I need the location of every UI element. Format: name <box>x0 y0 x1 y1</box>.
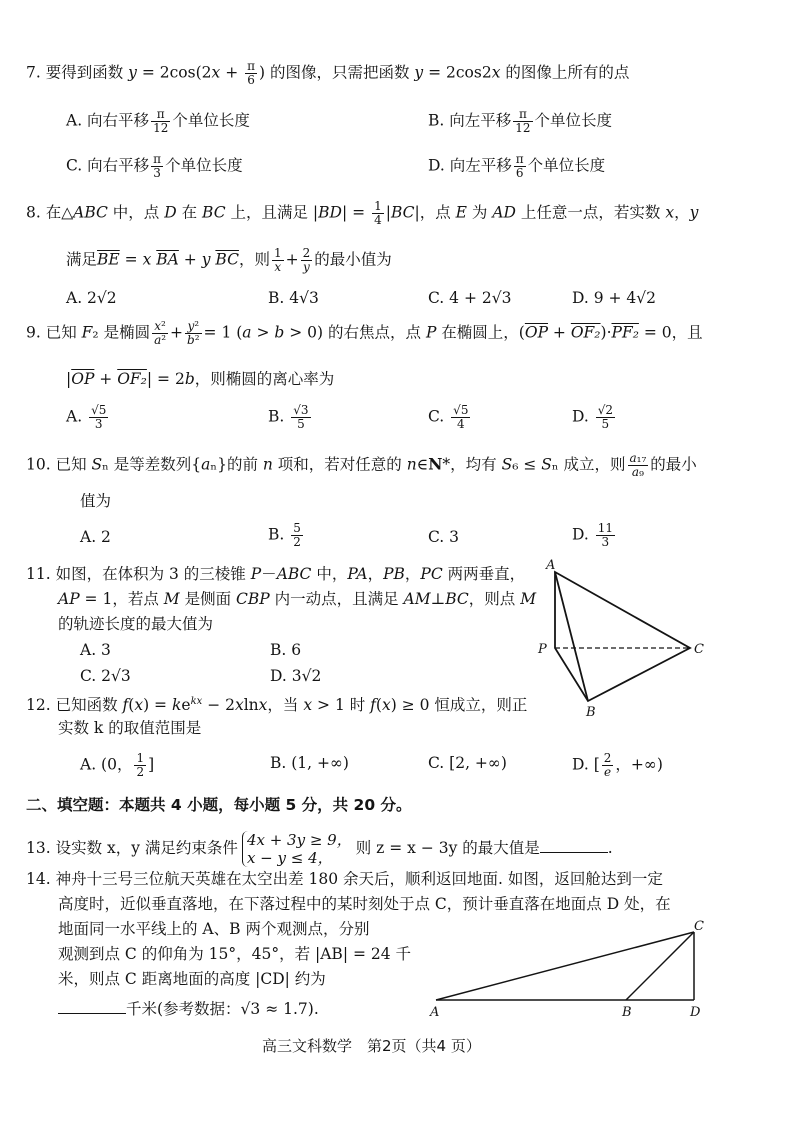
label-a: A <box>546 558 556 573</box>
page-footer: 高三文科数学 第2页（共4 页） <box>262 1037 481 1055</box>
q11-option-d: D. 3√2 <box>270 667 322 685</box>
q11-line3: 的轨迹长度的最大值为 <box>58 615 214 633</box>
q11-tetrahedron-figure <box>530 556 720 721</box>
tetrahedron-outline <box>555 572 690 701</box>
q10-option-c: C. 3 <box>428 528 460 546</box>
q12-option-a: A. (0， $\frac{1}{2}$ ] <box>80 751 155 779</box>
q7-option-a: A. 向右平移 $\frac{\pi}{12}$ 个单位长度 <box>66 107 250 135</box>
label-p: P <box>538 642 547 657</box>
q7-option-d: D. 向左平移 $\frac{\pi}{6}$ 个单位长度 <box>428 152 606 180</box>
q11-option-c: C. 2√3 <box>80 667 131 685</box>
q10-option-b: B. $\frac{5}{2}$ <box>268 521 301 549</box>
label-c: C <box>694 919 704 934</box>
q14-triangle-figure <box>424 918 714 1023</box>
q12-option-b: B. (1, +∞) <box>270 754 349 772</box>
q14-line5: 米，则点 C 距离地面的高度 |CD| 约为 <box>58 970 326 988</box>
q11-line2: AP = 1，若点 M 是侧面 CBP 内一动点，且满足 AM⊥BC，则点 M <box>58 590 537 608</box>
q8-line2: 满足$\overline{BE} = x$ $\overline{BA} + y$ $\overline{BC}$，则 $\frac{1}{x}$ + $\frac{2}{y}$ 的最小值为 <box>66 246 392 274</box>
q9-line1: 9. 已知 F₂ 是椭圆 $\frac{\text{x²}}{\text{a²}}$ + $\frac{\text{y²}}{\text{b²}}$ = 1 (a > b > 0) 的右焦点，点 P 在椭圆上，$(\overline{OP} + OF_2)\cdot PF_2 = 0$，且 <box>26 319 703 347</box>
q8-option-d: D. 9 + 4√2 <box>572 289 657 307</box>
q7-option-c: C. 向右平移 $\frac{\pi}{3}$ 个单位长度 <box>66 152 243 180</box>
q14-line4: 观测到点 C 的仰角为 15°，45°，若 |AB| = 24 千 <box>58 945 412 963</box>
q9-line2: $|\overline{OP} + OF_2| = 2b$，则椭圆的离心率为 <box>66 370 335 388</box>
q12-line1: 12. 已知函数 $f(x) = ke^{kx} - 2xlnx$，当 x > 1 时 f(x) ≥ 0 恒成立，则正 <box>26 696 528 715</box>
q11-option-b: B. 6 <box>270 641 302 659</box>
q14-line6: 千米(参考数据：√3 ≈ 1.7). <box>58 998 319 1020</box>
q13-answer-blank[interactable] <box>540 838 608 853</box>
q14-line1: 14. 神舟十三号三位航天英雄在太空出差 180 余天后，顺利返回地面. 如图，返回舱达到一定 <box>26 870 663 888</box>
q8-option-b: B. 4√3 <box>268 289 319 307</box>
edge-ab <box>555 572 588 701</box>
q13-line: 13. 设实数 x，y 满足约束条件 4x + 3y ≥ 9， x − y ≤ 4， 则 z = x − 3y 的最大值是 . <box>26 831 613 867</box>
q10-line1: 10. 已知 Sₙ 是等差数列{aₙ}的前 n 项和，若对任意的 n∈N*，均有 S₆ ≤ Sₙ 成立，则 $\frac{\text{a₁₇}}{\text{a₉}}$ 的最小 <box>26 451 697 479</box>
q10-line2: 值为 <box>80 492 112 510</box>
segment-bc <box>626 932 694 1000</box>
q10-option-d: D. $\frac{11}{3}$ <box>572 521 614 549</box>
q14-line2: 高度时，近似垂直落地，在下落过程中的某时刻处于点 C，预计垂直落在地面点 D 处，在 <box>58 895 671 913</box>
q9-option-c: C. $\frac{√5}{4}$ <box>428 403 469 431</box>
q7-stem: 7. 要得到函数 y = 2cos(2x + $\frac{\pi}{6}$ ) 的图像，只需把函数 y = 2cos2x 的图像上所有的点 <box>26 59 630 87</box>
q8-option-a: A. 2√2 <box>66 289 117 307</box>
q7-option-b: B. 向左平移 $\frac{\pi}{12}$ 个单位长度 <box>428 107 613 135</box>
q9-option-a: A. $\frac{√5}{3}$ <box>66 403 107 431</box>
q9-option-d: D. $\frac{√2}{5}$ <box>572 403 614 431</box>
section-2-heading: 二、填空题：本题共 4 小题，每小题 5 分，共 20 分。 <box>26 796 412 814</box>
label-a: A <box>430 1005 440 1020</box>
q14-answer-blank[interactable] <box>58 999 126 1014</box>
q8-line1: 8. 在△ABC 中，点 D 在 BC 上，且满足 |BD| = $\frac{1}{4}$ |BC|，点 E 为 AD 上任意一点，若实数 x，y <box>26 199 699 227</box>
q11-line1: 11. 如图，在体积为 3 的三棱锥 P－ABC 中，PA，PB，PC 两两垂直， <box>26 565 526 583</box>
label-c: C <box>694 642 704 657</box>
q12-option-d: D. [ $\frac{2}{e}$ ，+∞) <box>572 751 663 779</box>
label-b: B <box>586 705 596 720</box>
q11-option-a: A. 3 <box>80 641 111 659</box>
q8-option-c: C. 4 + 2√3 <box>428 289 512 307</box>
q9-option-b: B. $\frac{√3}{5}$ <box>268 403 309 431</box>
label-d: D <box>690 1005 701 1020</box>
q10-option-a: A. 2 <box>80 528 111 546</box>
q12-option-c: C. [2, +∞) <box>428 754 507 772</box>
segment-ac <box>436 932 694 1000</box>
label-b: B <box>622 1005 632 1020</box>
q14-line3: 地面同一水平线上的 A、B 两个观测点，分别 <box>58 920 370 938</box>
q12-line2: 实数 k 的取值范围是 <box>58 719 202 737</box>
